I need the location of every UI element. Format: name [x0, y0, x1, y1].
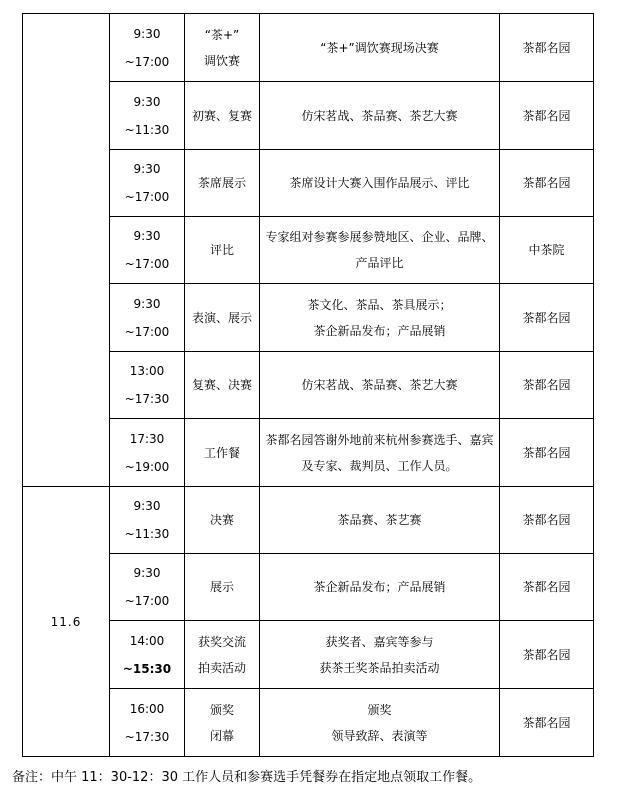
- time-start: 17:30: [129, 431, 165, 446]
- time-start: 9:30: [133, 566, 161, 580]
- time-cell: [110, 689, 185, 757]
- time-start: 9:30: [133, 26, 161, 41]
- place-cell: 茶都名园: [500, 352, 594, 419]
- table-row: [23, 487, 594, 554]
- item-line: 初赛、复赛: [191, 108, 252, 123]
- time-cell: [110, 419, 185, 487]
- item-cell: [185, 82, 260, 150]
- item-cell: [185, 284, 260, 352]
- time-end: ~15:30: [122, 661, 172, 676]
- time-end: ~17:00: [124, 190, 170, 204]
- item-line: 拍卖活动: [197, 660, 246, 675]
- content-line: 茶席设计大赛入围作品展示、评比: [289, 176, 470, 190]
- item-cell: [185, 621, 260, 689]
- content-line: 专家组对参赛参展参赞地区、企业、品牌、: [265, 230, 494, 244]
- time-start: 9:30: [133, 296, 161, 311]
- content-cell: [260, 419, 500, 487]
- content-line: 仿宋茗战、茶品赛、茶艺大赛: [301, 108, 458, 123]
- time-end: ~17:30: [124, 392, 170, 406]
- time-start: 13:00: [129, 364, 165, 378]
- time-end: ~17:00: [124, 257, 170, 271]
- time-cell: [110, 150, 185, 217]
- date-cell-previous-day: [23, 14, 110, 487]
- content-cell: [260, 82, 500, 150]
- time-start: 9:30: [133, 162, 161, 176]
- time-start: 9:30: [133, 229, 161, 243]
- place-cell: 茶都名园: [500, 487, 594, 554]
- item-line: 评比: [209, 243, 234, 257]
- item-cell: [185, 217, 260, 284]
- time-start: 16:00: [129, 701, 165, 716]
- content-line: 颁奖: [367, 702, 392, 717]
- time-end: ~17:30: [124, 729, 170, 744]
- time-cell: [110, 14, 185, 82]
- time-end: ~17:00: [124, 594, 170, 608]
- content-line: 茶企新品发布；产品展销: [313, 580, 446, 594]
- item-cell: [185, 689, 260, 757]
- time-cell: [110, 217, 185, 284]
- time-end: ~17:00: [124, 54, 170, 69]
- content-line: 领导致辞、表演等: [331, 728, 428, 743]
- time-cell: [110, 82, 185, 150]
- item-line: 茶席展示: [197, 176, 246, 190]
- item-line: 获奖交流: [197, 634, 246, 649]
- content-line: 仿宋茗战、茶品赛、茶艺大赛: [301, 378, 458, 392]
- item-line: 复赛、决赛: [191, 378, 252, 392]
- place-cell: 中茶院: [500, 217, 594, 284]
- time-end: ~17:00: [124, 324, 170, 339]
- place-cell: 茶都名园: [500, 284, 594, 352]
- schedule-table: [22, 13, 594, 757]
- time-cell: [110, 554, 185, 621]
- time-start: 9:30: [133, 94, 161, 109]
- place-cell: 茶都名园: [500, 554, 594, 621]
- content-cell: [260, 217, 500, 284]
- item-line: 颁奖: [209, 702, 234, 717]
- item-cell: [185, 14, 260, 82]
- place-cell: 茶都名园: [500, 689, 594, 757]
- content-cell: [260, 352, 500, 419]
- content-line: 茶品赛、茶艺赛: [337, 513, 422, 527]
- table-row: [23, 14, 594, 82]
- content-cell: [260, 689, 500, 757]
- place-cell: 茶都名园: [500, 419, 594, 487]
- item-cell: [185, 487, 260, 554]
- item-line: 工作餐: [203, 445, 240, 460]
- content-line: 茶都名园答谢外地前来杭州参赛选手、嘉宾: [265, 432, 494, 447]
- item-line: 调饮赛: [203, 53, 240, 68]
- place-cell: 茶都名园: [500, 621, 594, 689]
- content-line: 茶企新品发布；产品展销: [313, 323, 446, 338]
- time-end: ~11:30: [124, 122, 170, 137]
- item-line: 展示: [209, 580, 234, 594]
- content-cell: [260, 621, 500, 689]
- content-line: 及专家、裁判员、工作人员。: [301, 458, 458, 473]
- place-cell: 茶都名园: [500, 82, 594, 150]
- time-cell: [110, 284, 185, 352]
- content-line: 获奖者、嘉宾等参与: [325, 634, 434, 649]
- content-line: 茶文化、茶品、茶具展示；: [307, 297, 452, 312]
- time-cell: [110, 621, 185, 689]
- item-cell: [185, 150, 260, 217]
- content-cell: [260, 487, 500, 554]
- item-line: “茶+”: [204, 27, 240, 42]
- content-cell: [260, 150, 500, 217]
- date-cell: 11.6: [23, 487, 110, 757]
- footnote: 备注：中午 11：30-12：30 工作人员和参赛选手凭餐券在指定地点领取工作餐。: [12, 770, 482, 785]
- content-cell: [260, 284, 500, 352]
- content-line: 产品评比: [355, 256, 404, 270]
- time-start: 14:00: [129, 633, 165, 648]
- content-line: 获茶王奖茶品拍卖活动: [319, 660, 440, 675]
- time-cell: [110, 487, 185, 554]
- content-cell: [260, 14, 500, 82]
- item-cell: [185, 352, 260, 419]
- place-cell: 茶都名园: [500, 14, 594, 82]
- item-cell: [185, 554, 260, 621]
- time-cell: [110, 352, 185, 419]
- item-line: 闭幕: [209, 728, 234, 743]
- place-cell: 茶都名园: [500, 150, 594, 217]
- item-line: 表演、展示: [191, 310, 252, 325]
- item-cell: [185, 419, 260, 487]
- content-line: “茶+”调饮赛现场决赛: [320, 40, 439, 55]
- time-end: ~11:30: [124, 527, 170, 541]
- item-line: 决赛: [209, 513, 234, 527]
- content-cell: [260, 554, 500, 621]
- time-start: 9:30: [133, 499, 161, 513]
- time-end: ~19:00: [124, 459, 170, 474]
